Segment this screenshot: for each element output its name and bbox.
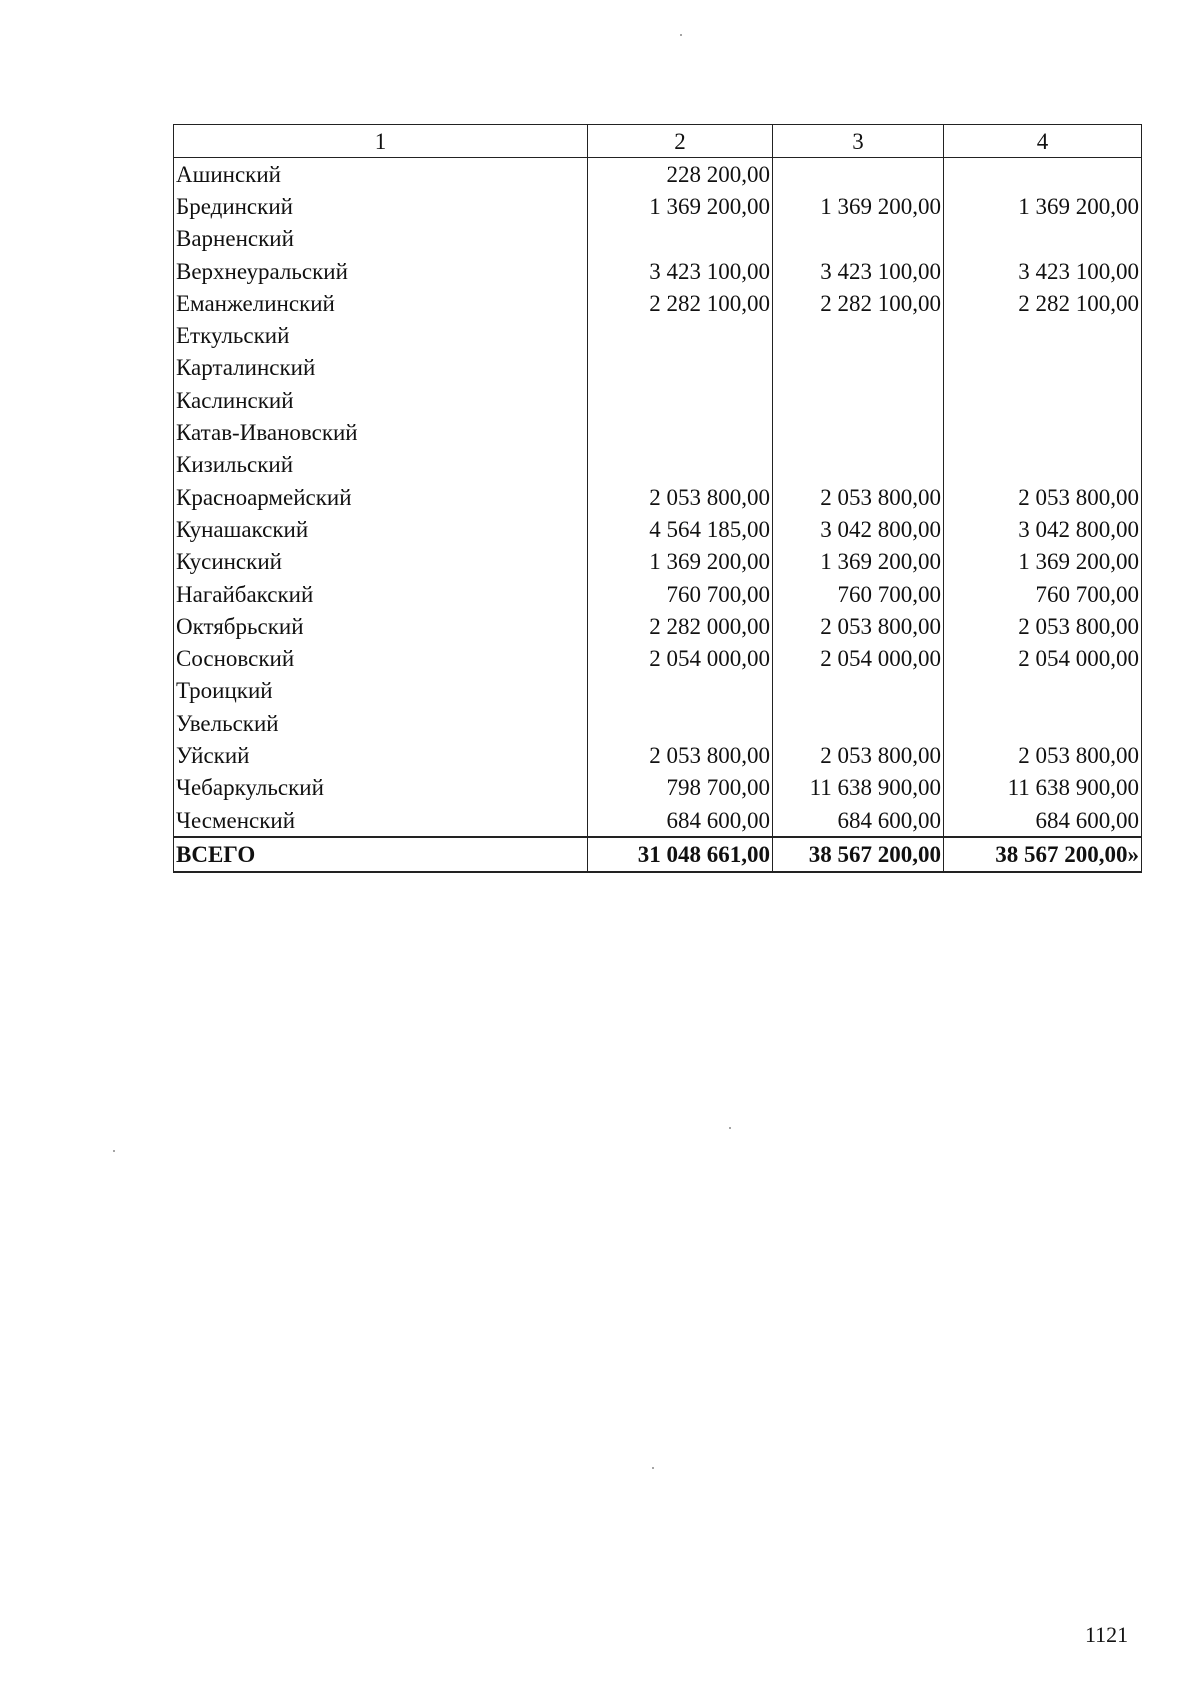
table-row <box>174 319 1142 351</box>
district-name: Каслинский <box>174 384 588 416</box>
value-col-2: 798 700,00 <box>588 772 773 804</box>
value-col-4: 11 638 900,00 <box>944 772 1142 804</box>
value-col-2: 2 282 000,00 <box>588 610 773 642</box>
column-header-4: 4 <box>944 125 1142 158</box>
district-name: Брединский <box>174 190 588 222</box>
table-row <box>174 772 1142 804</box>
page-number: 1121 <box>1085 1622 1129 1647</box>
value-col-3: 684 600,00 <box>773 804 944 837</box>
table-row <box>174 158 1142 191</box>
value-col-2: 3 423 100,00 <box>588 255 773 287</box>
value-col-3: 11 638 900,00 <box>773 772 944 804</box>
value-col-4: 2 053 800,00 <box>944 481 1142 513</box>
value-col-4: 2 054 000,00 <box>944 642 1142 674</box>
value-col-4 <box>944 675 1142 707</box>
total-col-3: 38 567 200,00 <box>773 837 944 871</box>
total-label: ВСЕГО <box>174 837 588 871</box>
scan-speck <box>680 34 682 36</box>
value-col-3 <box>773 384 944 416</box>
value-col-3: 2 053 800,00 <box>773 739 944 771</box>
district-name: Верхнеуральский <box>174 255 588 287</box>
value-col-2 <box>588 707 773 739</box>
value-col-3 <box>773 707 944 739</box>
district-name: Кунашакский <box>174 513 588 545</box>
value-col-3 <box>773 158 944 191</box>
district-name: Октябрьский <box>174 610 588 642</box>
table-row <box>174 739 1142 771</box>
value-col-4: 2 053 800,00 <box>944 739 1142 771</box>
value-col-2: 4 564 185,00 <box>588 513 773 545</box>
value-col-4: 3 042 800,00 <box>944 513 1142 545</box>
value-col-2: 228 200,00 <box>588 158 773 191</box>
table-row <box>174 190 1142 222</box>
value-col-2: 1 369 200,00 <box>588 190 773 222</box>
table-row <box>174 707 1142 739</box>
value-col-2 <box>588 416 773 448</box>
value-col-4 <box>944 416 1142 448</box>
value-col-3: 2 053 800,00 <box>773 481 944 513</box>
value-col-4: 3 423 100,00 <box>944 255 1142 287</box>
total-col-2: 31 048 661,00 <box>588 837 773 871</box>
table-row <box>174 223 1142 255</box>
value-col-2 <box>588 449 773 481</box>
column-header-1: 1 <box>174 125 588 158</box>
value-col-2 <box>588 675 773 707</box>
column-header-2: 2 <box>588 125 773 158</box>
value-col-4 <box>944 352 1142 384</box>
district-name: Нагайбакский <box>174 578 588 610</box>
value-col-3 <box>773 416 944 448</box>
scan-speck <box>652 1467 654 1469</box>
value-col-4 <box>944 384 1142 416</box>
district-name: Троицкий <box>174 675 588 707</box>
value-col-2 <box>588 319 773 351</box>
value-col-2 <box>588 223 773 255</box>
table-row <box>174 384 1142 416</box>
scan-speck <box>729 1127 731 1129</box>
value-col-2 <box>588 384 773 416</box>
budget-table <box>173 124 1142 873</box>
value-col-3: 3 423 100,00 <box>773 255 944 287</box>
value-col-2: 760 700,00 <box>588 578 773 610</box>
value-col-2: 684 600,00 <box>588 804 773 837</box>
value-col-3: 1 369 200,00 <box>773 546 944 578</box>
total-row <box>174 837 1142 871</box>
district-name: Уйский <box>174 739 588 771</box>
value-col-2: 2 053 800,00 <box>588 481 773 513</box>
district-name: Еманжелинский <box>174 287 588 319</box>
value-col-4: 760 700,00 <box>944 578 1142 610</box>
value-col-4: 2 282 100,00 <box>944 287 1142 319</box>
table-row <box>174 481 1142 513</box>
value-col-4 <box>944 223 1142 255</box>
district-name: Кизильский <box>174 449 588 481</box>
district-name: Кусинский <box>174 546 588 578</box>
table-row <box>174 675 1142 707</box>
district-name: Карталинский <box>174 352 588 384</box>
table-row <box>174 255 1142 287</box>
district-name: Чебаркульский <box>174 772 588 804</box>
table-row <box>174 449 1142 481</box>
value-col-2: 1 369 200,00 <box>588 546 773 578</box>
total-col-4: 38 567 200,00» <box>944 837 1142 871</box>
table-body <box>174 158 1142 872</box>
table-row <box>174 804 1142 837</box>
scan-speck <box>113 1150 115 1152</box>
value-col-2: 2 282 100,00 <box>588 287 773 319</box>
value-col-4 <box>944 319 1142 351</box>
value-col-4 <box>944 449 1142 481</box>
table-row <box>174 610 1142 642</box>
table-row <box>174 578 1142 610</box>
value-col-3 <box>773 319 944 351</box>
district-name: Чесменский <box>174 804 588 837</box>
value-col-2: 2 053 800,00 <box>588 739 773 771</box>
value-col-4 <box>944 158 1142 191</box>
table-row <box>174 513 1142 545</box>
value-col-2: 2 054 000,00 <box>588 642 773 674</box>
table-row <box>174 416 1142 448</box>
district-name: Варненский <box>174 223 588 255</box>
value-col-3: 2 282 100,00 <box>773 287 944 319</box>
value-col-3 <box>773 223 944 255</box>
value-col-4: 1 369 200,00 <box>944 190 1142 222</box>
value-col-4: 684 600,00 <box>944 804 1142 837</box>
district-name: Увельский <box>174 707 588 739</box>
district-name: Катав-Ивановский <box>174 416 588 448</box>
district-name: Красноармейский <box>174 481 588 513</box>
district-name: Еткульский <box>174 319 588 351</box>
table-row <box>174 287 1142 319</box>
value-col-3: 1 369 200,00 <box>773 190 944 222</box>
table-row <box>174 642 1142 674</box>
column-header-3: 3 <box>773 125 944 158</box>
value-col-3: 2 053 800,00 <box>773 610 944 642</box>
value-col-3 <box>773 449 944 481</box>
value-col-2 <box>588 352 773 384</box>
value-col-3 <box>773 352 944 384</box>
value-col-3: 2 054 000,00 <box>773 642 944 674</box>
district-name: Ашинский <box>174 158 588 191</box>
table-row <box>174 352 1142 384</box>
district-name: Сосновский <box>174 642 588 674</box>
value-col-3 <box>773 675 944 707</box>
value-col-3: 760 700,00 <box>773 578 944 610</box>
table-row <box>174 546 1142 578</box>
value-col-4 <box>944 707 1142 739</box>
value-col-3: 3 042 800,00 <box>773 513 944 545</box>
value-col-4: 1 369 200,00 <box>944 546 1142 578</box>
value-col-4: 2 053 800,00 <box>944 610 1142 642</box>
header-row <box>174 125 1142 158</box>
